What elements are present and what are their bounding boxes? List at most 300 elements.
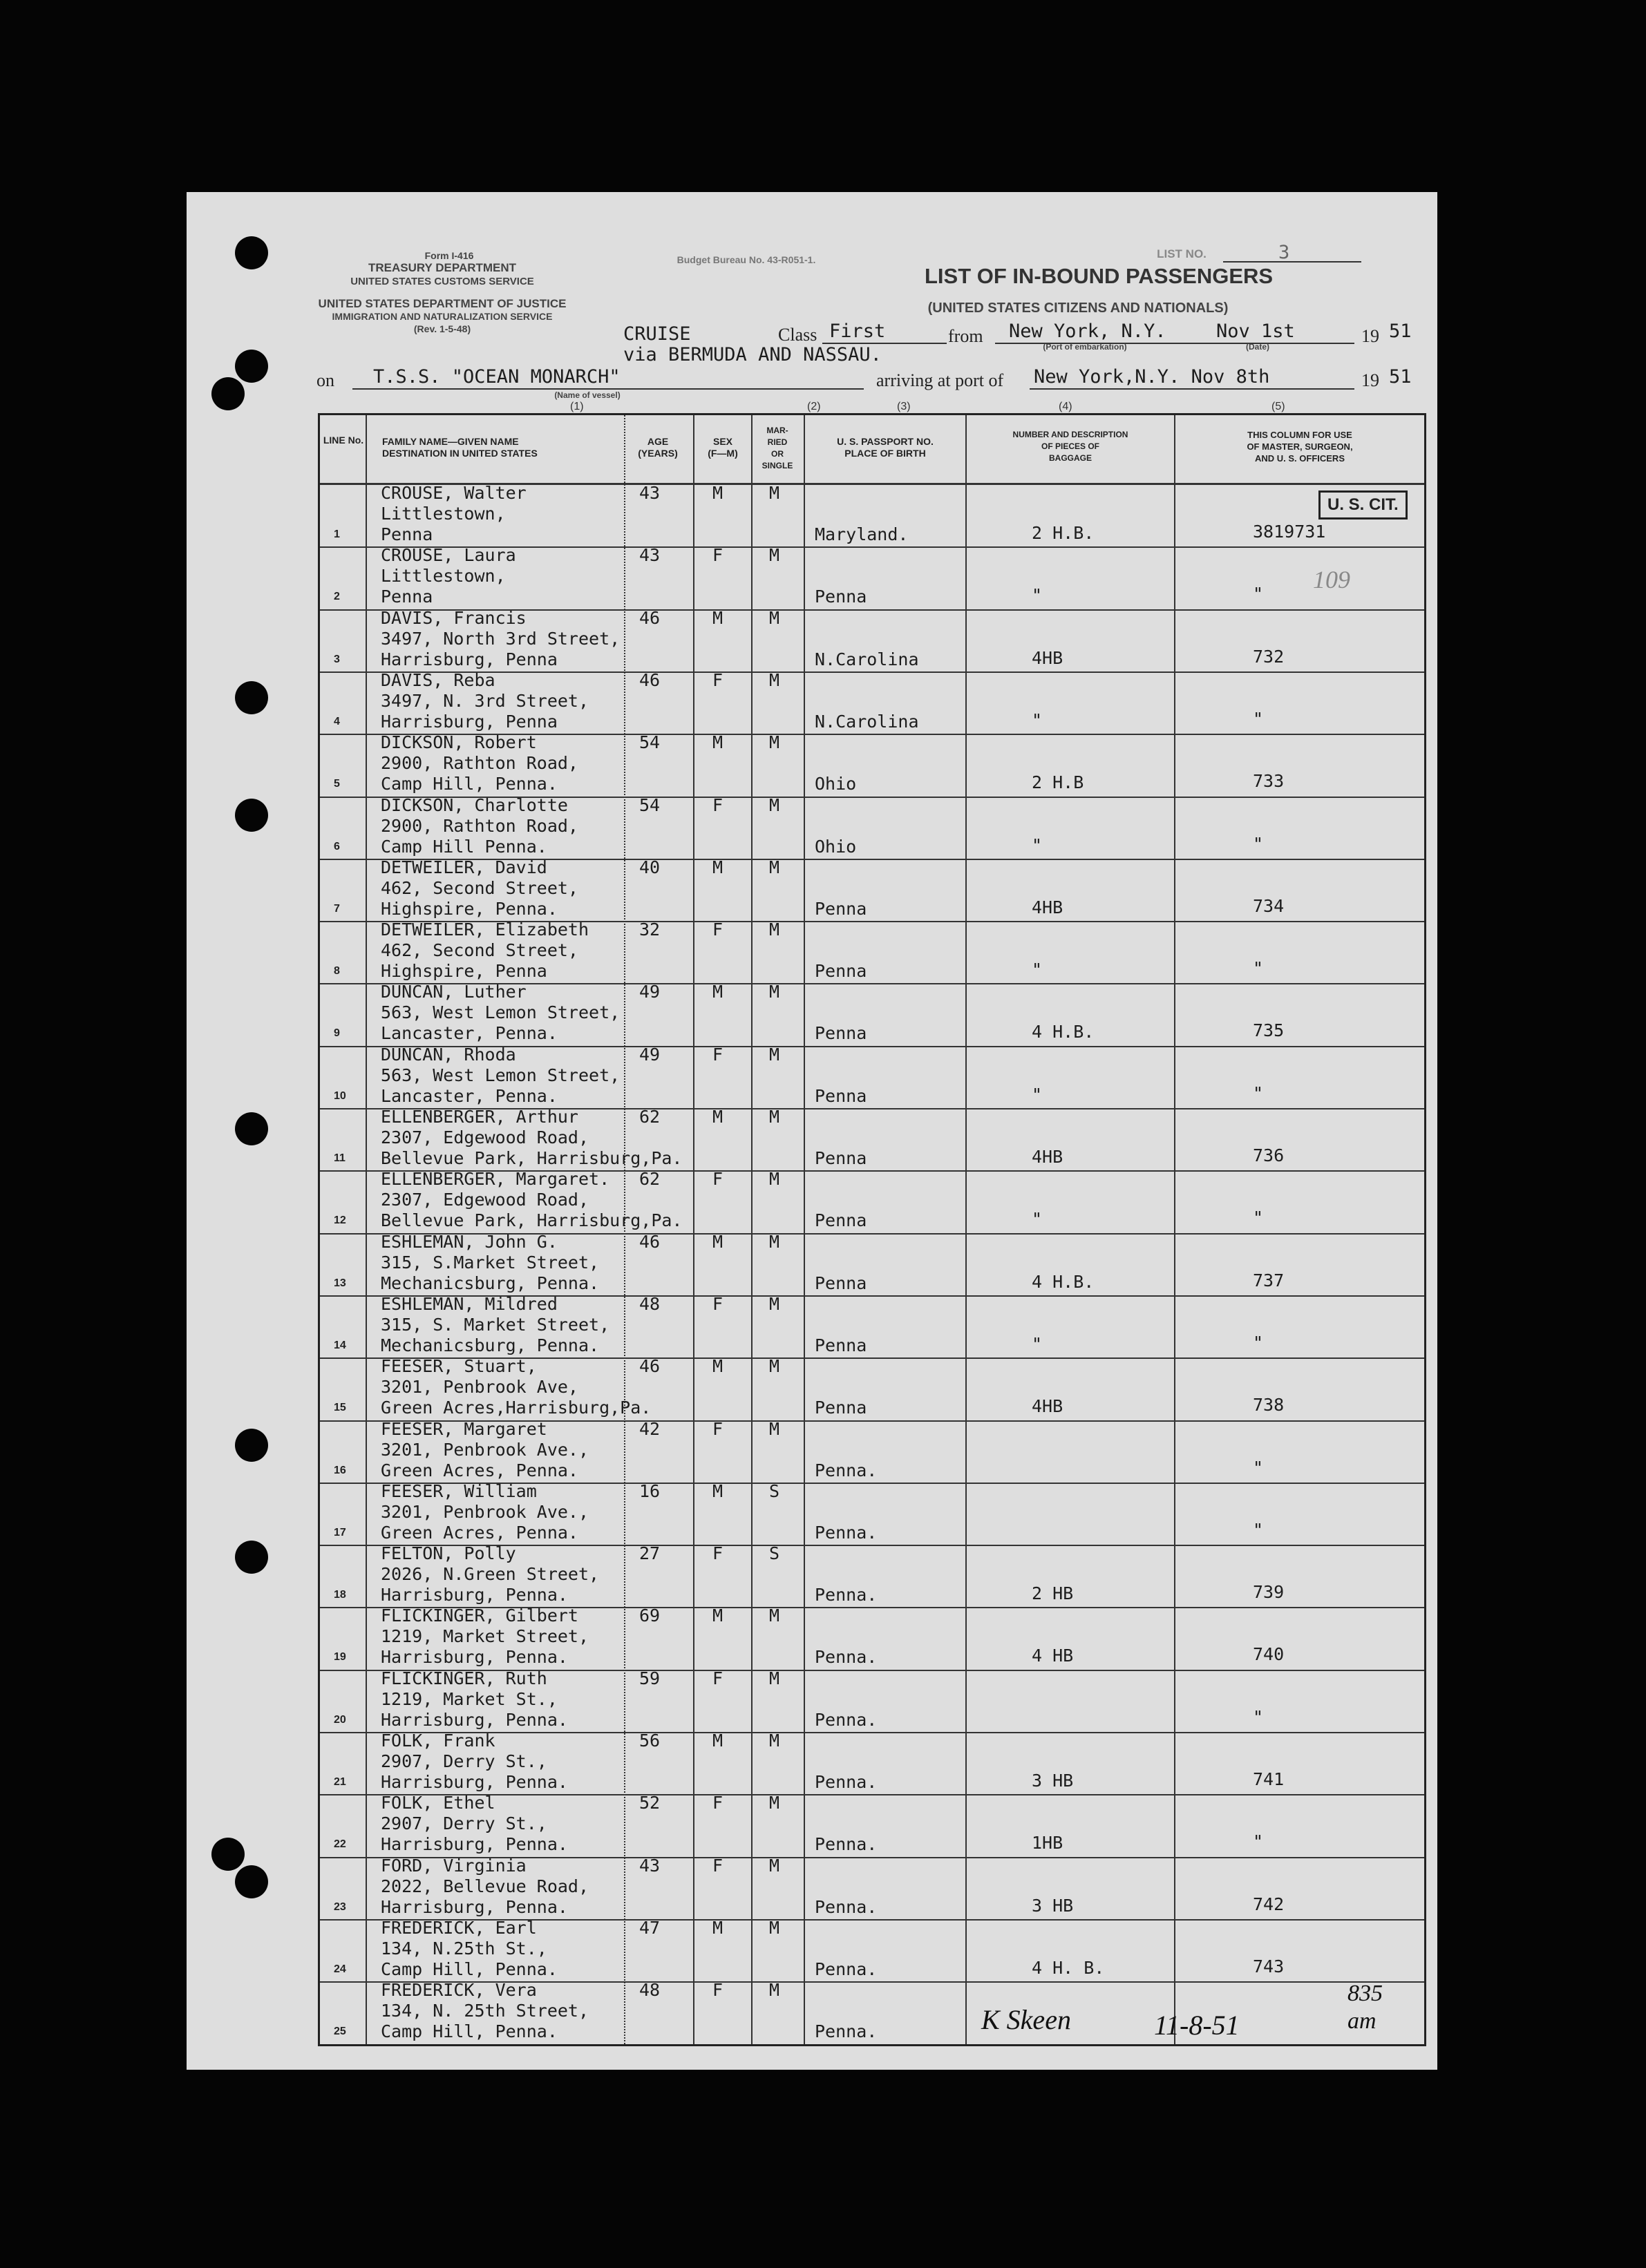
place-of-birth: Penna. <box>815 2021 878 2042</box>
line-number: 10 <box>334 1089 346 1102</box>
officer-entry: " <box>1253 584 1264 604</box>
age: 62 <box>639 1169 661 1190</box>
city-state: Green Acres,Harrisburg,Pa. <box>381 1398 652 1418</box>
marital-status: M <box>769 545 780 566</box>
marital-status: M <box>769 669 780 690</box>
passenger-name: DICKSON, Robert <box>381 732 537 753</box>
baggage: 4 H. B. <box>1032 1957 1105 1978</box>
year-1: 51 <box>1389 321 1412 342</box>
list-no: 3 <box>1278 242 1290 263</box>
baggage: 4 H.B. <box>1032 1022 1095 1042</box>
sex: F <box>712 919 723 940</box>
officer-entry: 735 <box>1253 1020 1285 1041</box>
col-num-2: (2) <box>807 401 821 412</box>
city-state: Penna <box>381 524 433 544</box>
arriving-label: arriving at port of <box>876 370 1004 390</box>
line-number: 18 <box>334 1589 346 1601</box>
place-of-birth: Penna <box>815 587 867 607</box>
marital-status: M <box>769 919 780 940</box>
passenger-name: FOLK, Ethel <box>381 1793 495 1813</box>
place-of-birth: Penna. <box>815 1647 878 1668</box>
address-line: 2907, Derry St., <box>381 1813 547 1834</box>
col-num-3: (3) <box>897 401 911 412</box>
col-num-5: (5) <box>1271 401 1285 412</box>
col-header-married: MAR- RIED OR SINGLE <box>761 426 793 470</box>
punch-hole <box>235 681 268 714</box>
place-of-birth: Penna <box>815 1273 867 1293</box>
age: 16 <box>639 1480 661 1501</box>
passenger-table <box>318 413 1426 2046</box>
officer-entry: " <box>1253 1332 1264 1353</box>
address-line: 563, West Lemon Street, <box>381 1002 621 1023</box>
punch-hole <box>235 1112 268 1145</box>
sex: M <box>712 1605 723 1626</box>
sex: F <box>712 669 723 690</box>
sex: F <box>712 1293 723 1314</box>
col-divider <box>804 415 805 2044</box>
marital-status: M <box>769 794 780 815</box>
passenger-name: DAVIS, Reba <box>381 669 495 690</box>
col-num-1: (1) <box>570 401 584 412</box>
city-state: Highspire, Penna. <box>381 898 558 919</box>
passenger-name: DETWEILER, Elizabeth <box>381 919 589 940</box>
place-of-birth: N.Carolina <box>815 711 919 732</box>
line-number: 15 <box>334 1402 346 1414</box>
year-2: 51 <box>1389 366 1412 388</box>
list-no-underline <box>1223 261 1361 263</box>
baggage: 3 HB <box>1032 1771 1074 1791</box>
sex: F <box>712 1169 723 1190</box>
col-header-officer: THIS COLUMN FOR USE OF MASTER, SURGEON, AND U. S. OFFICERS <box>1247 430 1353 464</box>
sex: M <box>712 982 723 1002</box>
passenger-name: FOLK, Frank <box>381 1731 495 1751</box>
city-state: Camp Hill, Penna. <box>381 2021 558 2042</box>
marital-status: M <box>769 1731 780 1751</box>
line-number: 16 <box>334 1464 346 1476</box>
address-line: 3497, N. 3rd Street, <box>381 690 589 711</box>
col-num-4: (4) <box>1059 401 1072 412</box>
sex: F <box>712 1668 723 1688</box>
place-of-birth: Penna <box>815 1335 867 1355</box>
age: 48 <box>639 1980 661 2001</box>
address-line: 3201, Penbrook Ave, <box>381 1377 578 1398</box>
city-state: Penna <box>381 587 433 607</box>
sex: F <box>712 1543 723 1564</box>
list-no-label: LIST NO. <box>1157 247 1207 260</box>
officer-signature: K Skeen <box>981 2004 1071 2035</box>
col-header-sex: SEX (F—M) <box>708 436 738 459</box>
officer-entry: " <box>1253 1706 1264 1727</box>
age: 48 <box>639 1293 661 1314</box>
city-state: Camp Hill Penna. <box>381 836 547 857</box>
officer-entry: " <box>1253 958 1264 979</box>
line-number: 8 <box>334 965 340 978</box>
age: 46 <box>639 669 661 690</box>
officer-entry: 733 <box>1253 771 1285 792</box>
line-number: 5 <box>334 778 340 790</box>
sex: F <box>712 794 723 815</box>
baggage: " <box>1032 1333 1043 1354</box>
col-header-name: FAMILY NAME—GIVEN NAME DESTINATION IN UNITED STATES <box>382 436 538 459</box>
class-value: First <box>829 321 886 342</box>
line-number: 20 <box>334 1713 346 1726</box>
city-state: Harrisburg, Penna <box>381 711 558 732</box>
address-line: 315, S. Market Street, <box>381 1314 610 1335</box>
marital-status: M <box>769 1605 780 1626</box>
passenger-name: DUNCAN, Rhoda <box>381 1044 516 1065</box>
sex: F <box>712 545 723 566</box>
age: 49 <box>639 1044 661 1065</box>
place-of-birth: Penna. <box>815 1834 878 1855</box>
justice-dept: UNITED STATES DEPARTMENT OF JUSTICE <box>318 297 567 310</box>
age: 49 <box>639 982 661 1002</box>
line-number: 7 <box>334 902 340 915</box>
passenger-name: FEESER, William <box>381 1480 537 1501</box>
officer-entry: 741 <box>1253 1769 1285 1789</box>
address-line: 1219, Market St., <box>381 1688 558 1709</box>
punch-hole <box>211 1838 245 1871</box>
line-number: 19 <box>334 1651 346 1664</box>
place-of-birth: Penna <box>815 1023 867 1044</box>
age: 42 <box>639 1418 661 1439</box>
marital-status: M <box>769 1231 780 1252</box>
officer-entry: 737 <box>1253 1270 1285 1290</box>
sex: M <box>712 1231 723 1252</box>
age: 52 <box>639 1793 661 1813</box>
marital-status: M <box>769 1169 780 1190</box>
age: 43 <box>639 1855 661 1876</box>
marital-status: M <box>769 1044 780 1065</box>
baggage: 4 H.B. <box>1032 1271 1095 1292</box>
arrival-port-date: New York,N.Y. Nov 8th <box>1034 366 1270 388</box>
city-state: Camp Hill, Penna. <box>381 1959 558 1979</box>
age: 46 <box>639 1231 661 1252</box>
on-label: on <box>316 370 334 390</box>
marital-status: M <box>769 1668 780 1688</box>
class-underline <box>822 343 947 344</box>
officer-entry: " <box>1253 1083 1264 1103</box>
officer-entry: " <box>1253 1208 1264 1228</box>
vessel-name: T.S.S. "OCEAN MONARCH" <box>373 366 621 388</box>
passenger-name: FREDERICK, Vera <box>381 1980 537 2001</box>
sex: F <box>712 1980 723 2001</box>
year-prefix-2: 19 <box>1361 370 1379 390</box>
city-state: Camp Hill, Penna. <box>381 774 558 794</box>
line-number: 25 <box>334 2026 346 2038</box>
city-state: Harrisburg, Penna. <box>381 1585 568 1605</box>
place-of-birth: Penna <box>815 1210 867 1231</box>
place-of-birth: Penna <box>815 898 867 919</box>
punch-hole <box>235 799 268 832</box>
officer-entry: 738 <box>1253 1395 1285 1416</box>
address-line: 3201, Penbrook Ave., <box>381 1501 589 1522</box>
place-of-birth: Penna <box>815 1148 867 1168</box>
line-number: 3 <box>334 653 340 665</box>
address-line: 3201, Penbrook Ave., <box>381 1439 589 1460</box>
line-number: 2 <box>334 591 340 603</box>
revision: (Rev. 1-5-48) <box>413 323 471 334</box>
marital-status: M <box>769 607 780 628</box>
age: 43 <box>639 545 661 566</box>
address-line: 2307, Edgewood Road, <box>381 1190 589 1210</box>
marital-status: M <box>769 732 780 753</box>
age: 69 <box>639 1605 661 1626</box>
line-number: 13 <box>334 1277 346 1289</box>
city-state: Harrisburg, Penna. <box>381 1647 568 1668</box>
city-state: Harrisburg, Penna <box>381 649 558 669</box>
sex: F <box>712 1855 723 1876</box>
list-title: LIST OF IN-BOUND PASSENGERS <box>925 264 1274 288</box>
address-line: 2022, Bellevue Road, <box>381 1876 589 1896</box>
class-label: Class <box>778 325 817 345</box>
address-line: 315, S.Market Street, <box>381 1252 600 1273</box>
city-state: Harrisburg, Penna. <box>381 1834 568 1855</box>
age: 54 <box>639 794 661 815</box>
passenger-name: FLICKINGER, Ruth <box>381 1668 547 1688</box>
budget-bureau: Budget Bureau No. 43-R051-1. <box>677 254 816 265</box>
officer-entry: 732 <box>1253 646 1285 667</box>
place-of-birth: Penna. <box>815 1772 878 1792</box>
sex: F <box>712 1418 723 1439</box>
officer-entry: " <box>1253 1457 1264 1478</box>
passenger-name: FLICKINGER, Gilbert <box>381 1605 578 1626</box>
passenger-name: ELLENBERGER, Arthur <box>381 1107 578 1127</box>
passenger-name: DAVIS, Francis <box>381 607 527 628</box>
baggage: 3 HB <box>1032 1895 1074 1916</box>
margin-time-note: 835 am <box>1347 1981 1383 2034</box>
baggage: 1HB <box>1032 1833 1063 1854</box>
manifest-page <box>187 192 1437 2070</box>
officer-entry: " <box>1253 833 1264 854</box>
line-number: 23 <box>334 1900 346 1913</box>
sex: M <box>712 483 723 503</box>
address-line: 2307, Edgewood Road, <box>381 1127 589 1147</box>
passenger-name: FEESER, Margaret <box>381 1418 547 1439</box>
marital-status: M <box>769 1855 780 1876</box>
place-of-birth: Penna <box>815 1085 867 1106</box>
city-state: Green Acres, Penna. <box>381 1522 578 1543</box>
baggage: " <box>1032 960 1043 980</box>
baggage: " <box>1032 709 1043 730</box>
line-number: 14 <box>334 1339 346 1351</box>
line-number: 17 <box>334 1526 346 1538</box>
baggage: 4 HB <box>1032 1646 1074 1666</box>
baggage: " <box>1032 1209 1043 1230</box>
passenger-name: DICKSON, Charlotte <box>381 794 568 815</box>
line-number: 21 <box>334 1776 346 1788</box>
date-note: (Date) <box>1245 342 1269 352</box>
punch-hole <box>235 1865 268 1898</box>
from-label: from <box>948 326 983 346</box>
sex: M <box>712 732 723 753</box>
age: 62 <box>639 1107 661 1127</box>
col-divider <box>693 415 694 2044</box>
address-line: 2900, Rathton Road, <box>381 815 578 836</box>
city-state: Harrisburg, Penna. <box>381 1772 568 1792</box>
sex: M <box>712 1917 723 1938</box>
age: 47 <box>639 1917 661 1938</box>
address-line: 2900, Rathton Road, <box>381 753 578 774</box>
punch-hole <box>235 236 268 269</box>
list-subtitle: (UNITED STATES CITIZENS AND NATIONALS) <box>927 301 1229 316</box>
pencil-number: 109 <box>1313 566 1350 593</box>
place-of-birth: Ohio <box>815 836 857 857</box>
sex: F <box>712 1793 723 1813</box>
passenger-name: CROUSE, Walter <box>381 483 527 503</box>
place-of-birth: Ohio <box>815 774 857 794</box>
passenger-name: DETWEILER, David <box>381 857 547 877</box>
col-header-passport: U. S. PASSPORT NO. PLACE OF BIRTH <box>837 436 934 459</box>
year-prefix-1: 19 <box>1361 326 1379 346</box>
baggage: 2 H.B <box>1032 772 1084 793</box>
city-state: Harrisburg, Penna. <box>381 1896 568 1917</box>
arrival-underline <box>1030 388 1354 390</box>
passenger-name: ESHLEMAN, John G. <box>381 1231 558 1252</box>
passenger-name: ESHLEMAN, Mildred <box>381 1293 558 1314</box>
line-number: 9 <box>334 1027 340 1040</box>
age: 46 <box>639 607 661 628</box>
marital-status: M <box>769 982 780 1002</box>
us-citizen-stamp: U. S. CIT. <box>1318 490 1408 520</box>
baggage: " <box>1032 585 1043 606</box>
marital-status: M <box>769 1980 780 2001</box>
sex: M <box>712 1356 723 1377</box>
col-divider <box>965 415 967 2044</box>
address-line: 2026, N.Green Street, <box>381 1564 600 1585</box>
baggage: 4HB <box>1032 1396 1063 1417</box>
sex: M <box>712 1480 723 1501</box>
marital-status: S <box>769 1480 780 1501</box>
marital-status: M <box>769 1356 780 1377</box>
form-number: Form I-416 <box>424 250 474 261</box>
city-state: Green Acres, Penna. <box>381 1460 578 1480</box>
place-of-birth: Penna. <box>815 1896 878 1917</box>
passenger-name: ELLENBERGER, Margaret. <box>381 1169 610 1190</box>
from-port: New York, N.Y. <box>1009 321 1166 342</box>
col-header-baggage: NUMBER AND DESCRIPTION OF PIECES OF BAGGAGE <box>1012 430 1128 463</box>
city-state: Mechanicsburg, Penna. <box>381 1273 600 1293</box>
baggage: 4HB <box>1032 897 1063 917</box>
col-divider <box>366 415 367 2044</box>
customs-service: UNITED STATES CUSTOMS SERVICE <box>350 276 534 287</box>
officer-entry: 3819731 <box>1253 522 1326 542</box>
baggage: 4HB <box>1032 1147 1063 1167</box>
address-line: Littlestown, <box>381 504 506 524</box>
marital-status: M <box>769 1418 780 1439</box>
passenger-name: FEESER, Stuart, <box>381 1356 537 1377</box>
address-line: 3497, North 3rd Street, <box>381 628 621 649</box>
passenger-name: FELTON, Polly <box>381 1543 516 1564</box>
baggage: 2 HB <box>1032 1583 1074 1604</box>
sex: M <box>712 1107 723 1127</box>
officer-entry: " <box>1253 1831 1264 1852</box>
place-of-birth: Maryland. <box>815 524 909 544</box>
signature-date: 11-8-51 <box>1154 2010 1240 2041</box>
city-state: Lancaster, Penna. <box>381 1085 558 1106</box>
officer-entry: 743 <box>1253 1956 1285 1976</box>
baggage: 2 H.B. <box>1032 523 1095 543</box>
col-divider <box>1174 415 1175 2044</box>
age: 56 <box>639 1731 661 1751</box>
punch-hole <box>211 377 245 410</box>
col-header-line: LINE No. <box>323 435 364 446</box>
age: 40 <box>639 857 661 877</box>
officer-entry: 740 <box>1253 1644 1285 1665</box>
vessel-note: (Name of vessel) <box>554 390 621 400</box>
port-embark-note: (Port of embarkation) <box>1043 342 1127 352</box>
city-state: Lancaster, Penna. <box>381 1023 558 1044</box>
place-of-birth: Penna <box>815 961 867 982</box>
baggage: " <box>1032 1084 1043 1105</box>
via-text: via BERMUDA AND NASSAU. <box>623 344 882 365</box>
city-state: Mechanicsburg, Penna. <box>381 1335 600 1355</box>
address-line: 134, N. 25th Street, <box>381 2001 589 2021</box>
age: 32 <box>639 919 661 940</box>
address-line: 134, N.25th St., <box>381 1938 547 1959</box>
line-number: 11 <box>334 1152 346 1164</box>
punch-hole <box>235 1429 268 1462</box>
passenger-name: DUNCAN, Luther <box>381 982 527 1002</box>
punch-hole <box>235 1541 268 1574</box>
marital-status: M <box>769 483 780 503</box>
marital-status: M <box>769 857 780 877</box>
punch-hole <box>235 350 268 383</box>
place-of-birth: Penna <box>815 1398 867 1418</box>
place-of-birth: Penna. <box>815 1585 878 1605</box>
place-of-birth: N.Carolina <box>815 649 919 669</box>
age: 59 <box>639 1668 661 1688</box>
marital-status: M <box>769 1107 780 1127</box>
sex: M <box>712 607 723 628</box>
officer-entry: " <box>1253 708 1264 729</box>
passenger-name: FORD, Virginia <box>381 1855 527 1876</box>
baggage: 4HB <box>1032 647 1063 668</box>
line-number: 22 <box>334 1838 346 1851</box>
place-of-birth: Penna. <box>815 1959 878 1979</box>
city-state: Bellevue Park, Harrisburg,Pa. <box>381 1148 683 1168</box>
marital-status: M <box>769 1917 780 1938</box>
age: 46 <box>639 1356 661 1377</box>
address-line: Littlestown, <box>381 566 506 587</box>
age: 54 <box>639 732 661 753</box>
immigration-service: IMMIGRATION AND NATURALIZATION SERVICE <box>332 311 553 322</box>
address-line: 1219, Market Street, <box>381 1626 589 1647</box>
marital-status: M <box>769 1293 780 1314</box>
sex: F <box>712 1044 723 1065</box>
age: 43 <box>639 483 661 503</box>
line-number: 6 <box>334 840 340 852</box>
cruise-label: CRUISE <box>623 323 691 345</box>
place-of-birth: Penna. <box>815 1460 878 1480</box>
from-date: Nov 1st <box>1216 321 1295 342</box>
address-line: 462, Second Street, <box>381 940 578 961</box>
sex: M <box>712 857 723 877</box>
officer-entry: 736 <box>1253 1145 1285 1165</box>
officer-entry: 739 <box>1253 1582 1285 1603</box>
city-state: Harrisburg, Penna. <box>381 1709 568 1730</box>
passenger-name: FREDERICK, Earl <box>381 1917 537 1938</box>
officer-entry: 734 <box>1253 895 1285 916</box>
marital-status: S <box>769 1543 780 1564</box>
address-line: 563, West Lemon Street, <box>381 1065 621 1085</box>
age: 27 <box>639 1543 661 1564</box>
city-state: Bellevue Park, Harrisburg,Pa. <box>381 1210 683 1231</box>
city-state: Highspire, Penna <box>381 961 547 982</box>
marital-status: M <box>769 1793 780 1813</box>
officer-entry: 742 <box>1253 1894 1285 1914</box>
sex: M <box>712 1731 723 1751</box>
line-number: 24 <box>334 1963 346 1975</box>
